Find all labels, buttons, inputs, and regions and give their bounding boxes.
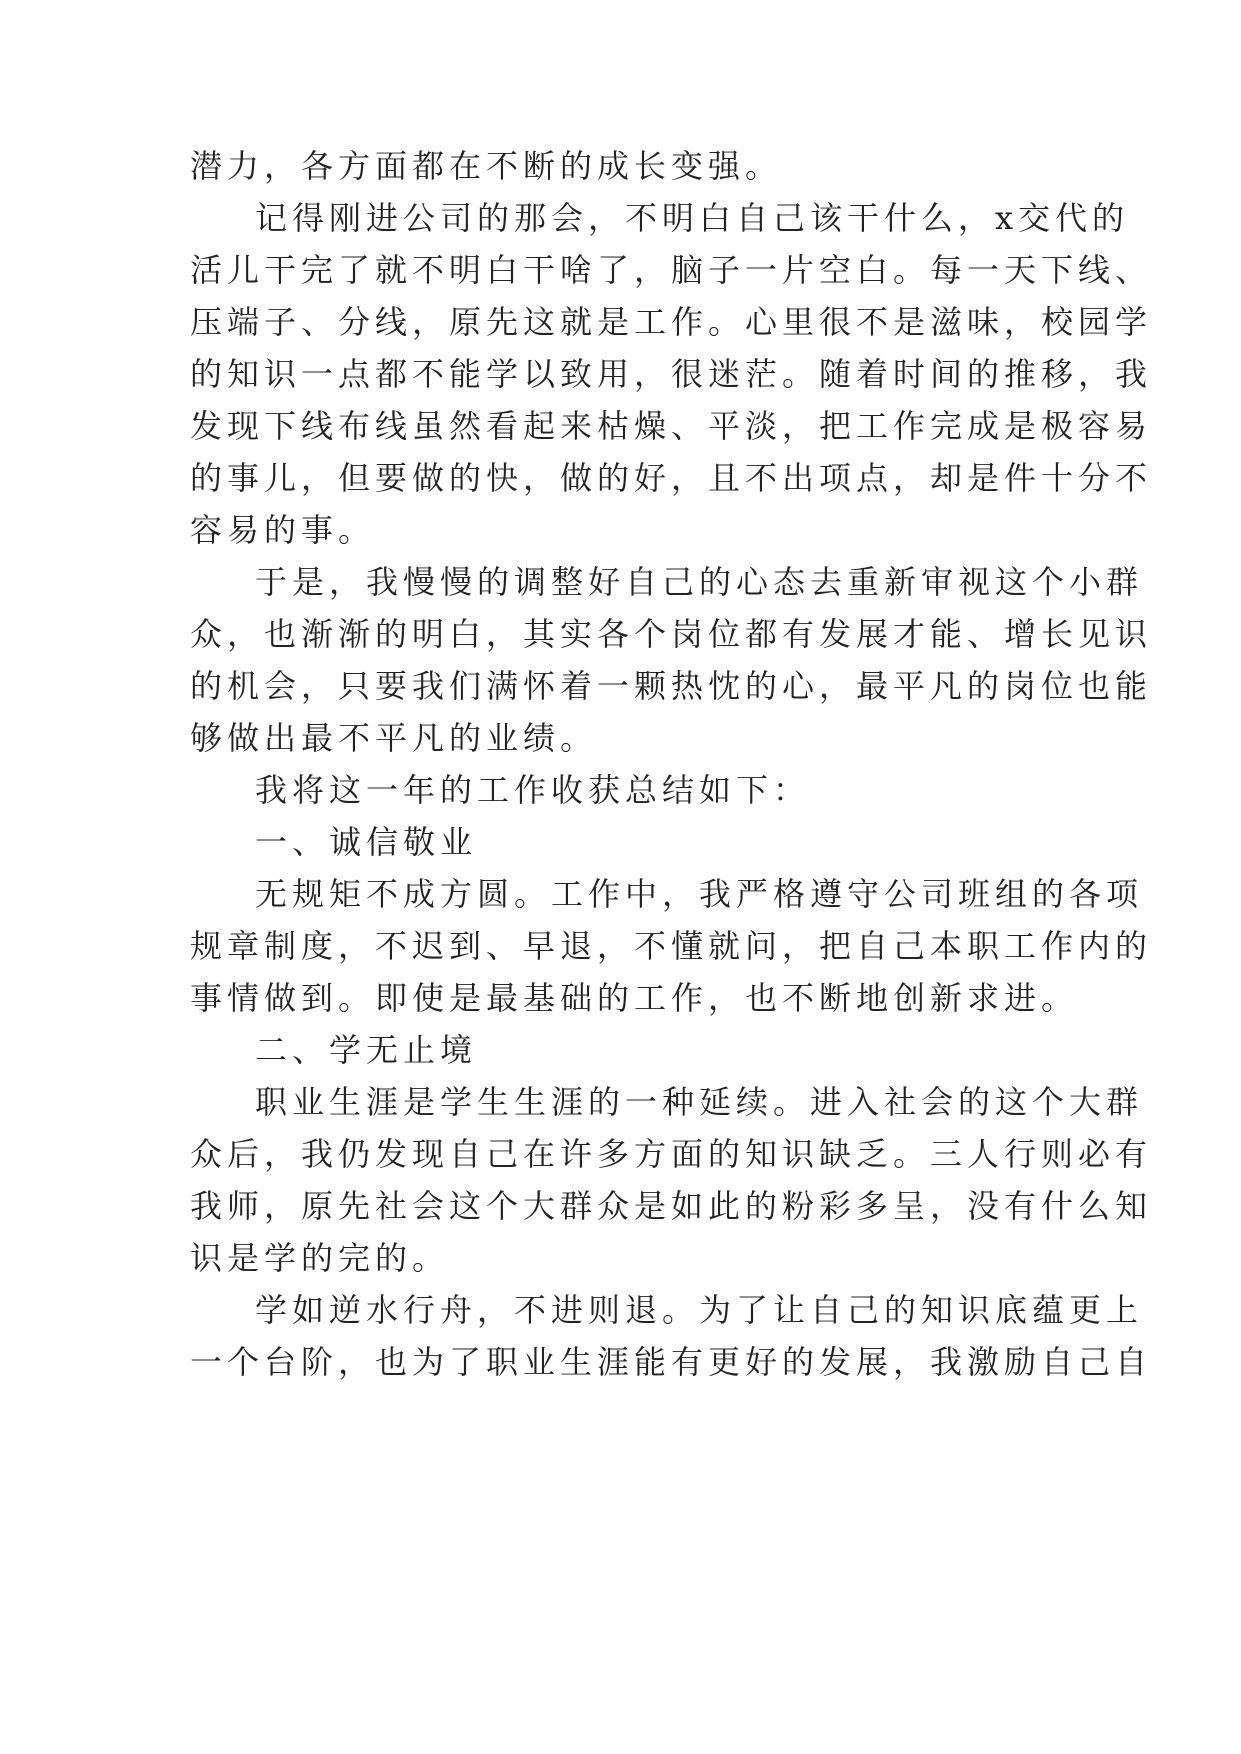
text-line: 众后，我仍发现自己在许多方面的知识缺乏。三人行则必有 <box>190 1135 1153 1173</box>
text-line: 发现下线布线虽然看起来枯燥、平淡，把工作完成是极容易 <box>190 407 1153 445</box>
section-heading: 二、学无止境 <box>255 1031 478 1069</box>
text-line: 容易的事。 <box>190 511 376 549</box>
text-line: 我师，原先社会这个大群众是如此的粉彩多呈，没有什么知 <box>190 1187 1153 1225</box>
text-line: 的知识一点都不能学以致用，很迷茫。随着时间的推移，我 <box>190 355 1153 393</box>
section-heading: 一、诚信敬业 <box>255 823 478 861</box>
paragraph-first-line: 职业生涯是学生生涯的一种延续。进入社会的这个大群 <box>255 1083 1144 1121</box>
text-line: 活儿干完了就不明白干啥了，脑子一片空白。每一天下线、 <box>190 251 1153 289</box>
text-line: 压端子、分线，原先这就是工作。心里很不是滋味，校园学 <box>190 303 1153 341</box>
text-line: 规章制度，不迟到、早退，不懂就问，把自己本职工作内的 <box>190 927 1153 965</box>
paragraph-first-line: 无规矩不成方圆。工作中，我严格遵守公司班组的各项 <box>255 875 1144 913</box>
text-line: 一个台阶，也为了职业生涯能有更好的发展，我激励自己自 <box>190 1343 1153 1381</box>
text-line: 潜力，各方面都在不断的成长变强。 <box>190 147 783 185</box>
paragraph-first-line: 于是，我慢慢的调整好自己的心态去重新审视这个小群 <box>255 563 1144 601</box>
text-line: 的机会，只要我们满怀着一颗热忱的心，最平凡的岗位也能 <box>190 667 1153 705</box>
paragraph-first-line: 我将这一年的工作收获总结如下： <box>255 771 811 809</box>
text-line: 识是学的完的。 <box>190 1239 450 1277</box>
paragraph-first-line: 学如逆水行舟，不进则退。为了让自己的知识底蕴更上 <box>255 1291 1144 1329</box>
text-line: 事情做到。即使是最基础的工作，也不断地创新求进。 <box>190 979 1079 1017</box>
text-line: 的事儿，但要做的快，做的好，且不出项点，却是件十分不 <box>190 459 1153 497</box>
text-line: 够做出最不平凡的业绩。 <box>190 719 598 757</box>
text-line: 众，也渐渐的明白，其实各个岗位都有发展才能、增长见识 <box>190 615 1153 653</box>
paragraph-first-line: 记得刚进公司的那会，不明白自己该干什么，x交代的 <box>255 199 1130 237</box>
